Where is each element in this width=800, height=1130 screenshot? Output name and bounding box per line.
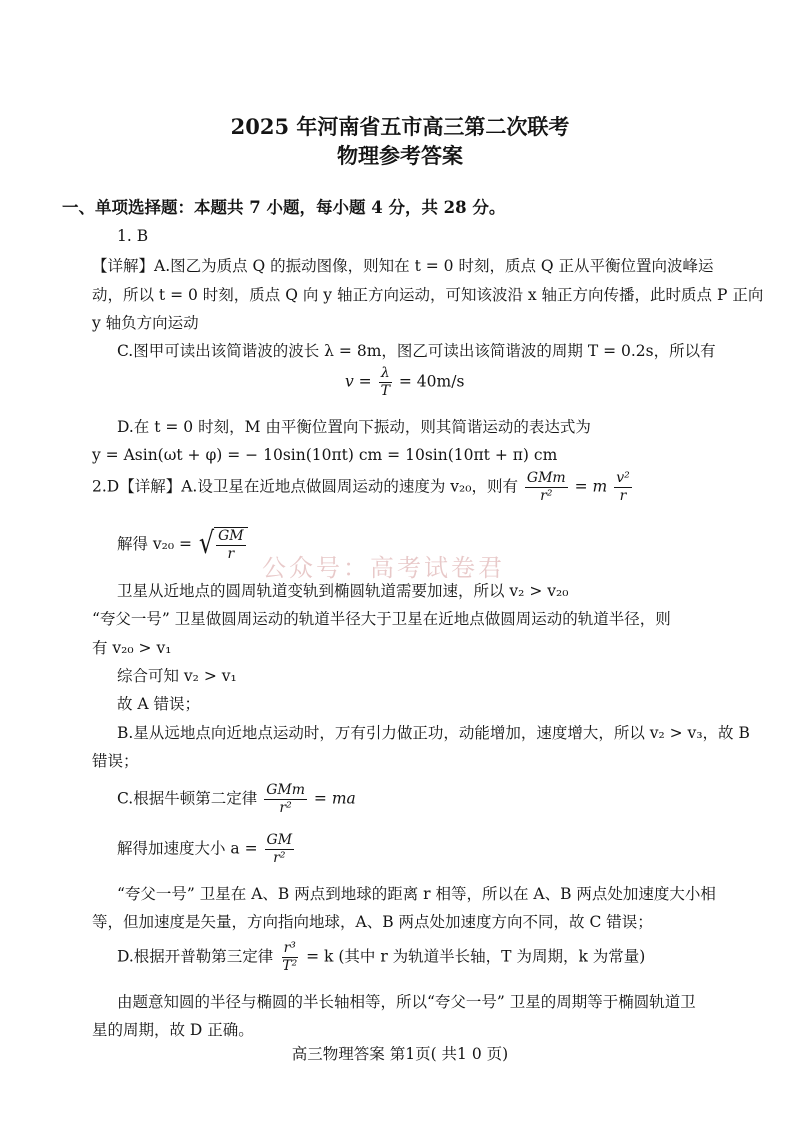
title-line1: 2025 年河南省五市高三第二次联考	[230, 114, 570, 139]
q1-velocity-equation: v = $\frac{\lambda}{T}$ = 40m/s	[345, 365, 465, 399]
title-line2: 物理参考答案	[337, 143, 463, 168]
q2-accel-line: 卫星从近地点的圆周轨道变轨到椭圆轨道需要加速，所以 v₂ > v₂₀	[117, 582, 569, 600]
q2-d-kepler: D.根据开普勒第三定律 $\frac{\text{r³}}{\text{T²}}$ = k (其中 r 为轨道半长轴，T 为周期，k 为常量)	[117, 940, 646, 974]
q1-detail-line1: 【详解】A.图乙为质点 Q 的振动图像，则知在 t = 0 时刻，质点 Q 正从平衡位置向波峰运	[92, 257, 714, 275]
q2-a-line: 2.D【详解】A.设卫星在近地点做圆周运动的速度为 v₂₀，则有 $\frac{\text{GMm}}{\text{r²}}$ = m $\frac{\text{v²}}{r}$	[92, 470, 630, 504]
q2-d-line2: 星的周期，故 D 正确。	[92, 1021, 254, 1039]
q2-d-line1: 由题意知圆的半径与椭圆的半长轴相等，所以“夸父一号” 卫星的周期等于椭圆轨道卫	[117, 993, 696, 1011]
section-heading: 一、单项选择题：本题共 7 小题，每小题 4 分，共 28 分。	[62, 198, 506, 217]
watermark: 公众号：高考试卷君	[262, 554, 505, 582]
q2-c-line1: “夸父一号” 卫星在 A、B 两点到地球的距离 r 相等，所以在 A、B 两点处加速度大小相	[117, 885, 716, 903]
q2-b-line1: B.星从远地点向近地点运动时，万有引力做正功，动能增加，速度增大，所以 v₂ > v₃，故 B	[117, 724, 750, 742]
q2-c-newton: C.根据牛顿第二定律 $\frac{\text{GMm}}{\text{r²}}$ = ma	[117, 782, 356, 816]
q2-solve-v20: 解得 v₂₀ = √ $\frac{GM}{r}$	[117, 527, 248, 563]
q2-c-solve: 解得加速度大小 a = $\frac{GM}{\text{r²}}$	[117, 832, 293, 866]
q2-kuafu-line1: “夸父一号” 卫星做圆周运动的轨道半径大于卫星在近地点做圆周运动的轨道半径，则	[92, 610, 671, 628]
page-footer: 高三物理答案 第1页( 共1 0 页)	[291, 1045, 509, 1063]
q2-a-wrong: 故 A 错误；	[117, 695, 201, 713]
q2-b-line2: 错误；	[92, 752, 139, 770]
q1-detail-line3: y 轴负方向运动	[92, 314, 199, 332]
q2-c-line2: 等，但加速度是矢量，方向指向地球，A、B 两点处加速度方向不同，故 C 错误；	[92, 913, 653, 931]
q1-c-line: C.图甲可读出该简谐波的波长 λ = 8m，图乙可读出该简谐波的周期 T = 0.2s，所以有	[117, 342, 716, 360]
q1-d-equation: y = Asin(ωt + φ) = − 10sin(10πt) cm = 10sin(10πt + π) cm	[92, 446, 558, 464]
q1-d-line: D.在 t = 0 时刻，M 由平衡位置向下振动，则其简谐运动的表达式为	[117, 418, 591, 436]
q1-detail-line2: 动，所以 t = 0 时刻，质点 Q 向 y 轴正方向运动，可知该波沿 x 轴正方向传播，此时质点 P 正向	[92, 286, 764, 304]
q1-answer: 1. B	[117, 227, 149, 245]
q2-combine-line: 综合可知 v₂ > v₁	[117, 667, 237, 685]
q2-kuafu-line2: 有 v₂₀ > v₁	[92, 639, 172, 657]
